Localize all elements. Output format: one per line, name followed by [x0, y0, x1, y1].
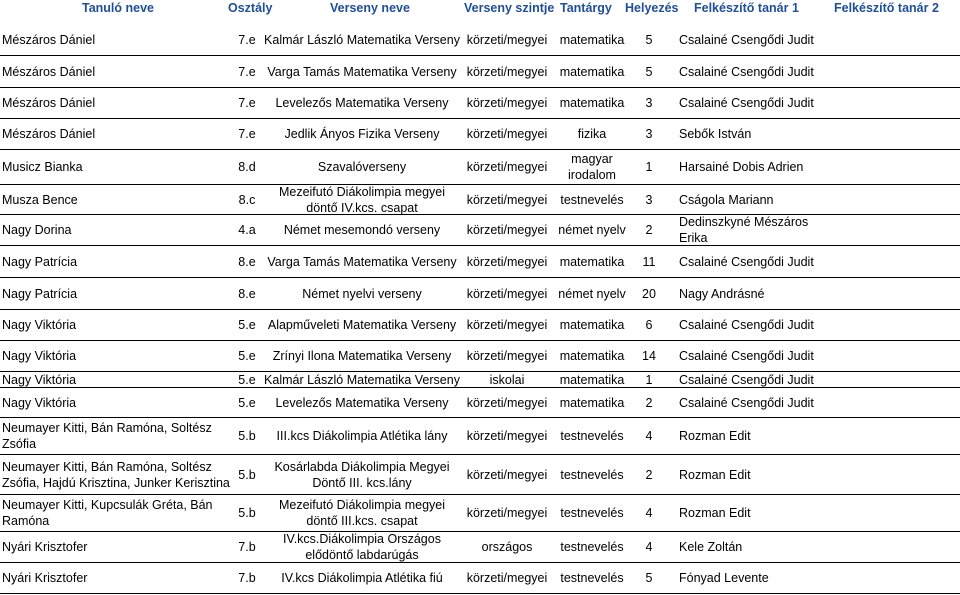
subject-cell: testnevelés — [560, 540, 624, 554]
contest-level-cell: körzeti/megyei — [466, 571, 548, 585]
contest-level-cell: körzeti/megyei — [466, 254, 548, 269]
class-cell: 5.e — [238, 349, 256, 363]
table-row — [0, 310, 960, 341]
table-row — [0, 532, 960, 563]
class-cell: 5.b — [238, 467, 256, 482]
student-name-cell: Nyári Krisztofer — [2, 540, 88, 554]
placement-cell: 20 — [642, 286, 656, 301]
table-header — [0, 0, 960, 18]
teacher-1-cell: Rozman Edit — [679, 467, 751, 482]
table-row — [0, 341, 960, 372]
student-name-cell: Neumayer Kitti, Bán Ramóna, Soltész Zsófia — [2, 421, 212, 451]
student-name-cell: Nagy Viktória — [2, 318, 77, 332]
contest-level-cell: körzeti/megyei — [466, 192, 548, 207]
subject-cell: fizika — [577, 127, 607, 141]
class-cell: 7.b — [238, 540, 256, 554]
table-row — [0, 455, 960, 495]
placement-cell: 2 — [645, 223, 653, 237]
header-teacher-2: Felkészítő tanár 2 — [834, 1, 939, 15]
header-contest-level: Verseny szintje — [464, 1, 555, 15]
header-teacher-1: Felkészítő tanár 1 — [694, 1, 799, 15]
contest-name-cell: Varga Tamás Matematika Verseny — [267, 254, 457, 269]
class-cell: 8.e — [238, 254, 256, 269]
subject-cell: testnevelés — [560, 467, 624, 482]
teacher-1-cell: Csalainé Csengődi Judit — [679, 372, 814, 387]
teacher-1-cell: Csalainé Csengődi Judit — [679, 318, 814, 332]
header-subject: Tantárgy — [560, 1, 612, 15]
teacher-1-cell: Rozman Edit — [679, 429, 751, 443]
table-row — [0, 150, 960, 185]
header-placement: Helyezés — [625, 1, 679, 15]
class-cell: 7.e — [238, 127, 256, 141]
contest-level-cell: körzeti/megyei — [466, 349, 548, 363]
student-name-cell: Nagy Viktória — [2, 349, 77, 363]
placement-cell: 5 — [645, 33, 653, 47]
teacher-1-cell: Csalainé Csengődi Judit — [679, 395, 814, 410]
class-cell: 8.c — [238, 192, 256, 207]
subject-cell: matematika — [559, 33, 625, 47]
contest-name-cell: Levelezős Matematika Verseny — [275, 96, 449, 110]
teacher-1-cell: Fónyad Levente — [679, 571, 769, 585]
class-cell: 5.e — [238, 372, 256, 387]
contest-name-cell: Zrínyi Ilona Matematika Verseny — [272, 349, 452, 363]
student-name-cell: Mészáros Dániel — [2, 33, 96, 47]
student-name-cell: Mészáros Dániel — [2, 127, 96, 141]
contest-level-cell: körzeti/megyei — [466, 127, 548, 141]
placement-cell: 2 — [645, 395, 653, 410]
table-row — [0, 25, 960, 56]
class-cell: 8.e — [238, 286, 256, 301]
placement-cell: 11 — [642, 254, 656, 269]
contest-level-cell: körzeti/megyei — [466, 33, 548, 47]
teacher-1-cell: Rozman Edit — [679, 506, 751, 520]
table-row — [0, 372, 960, 388]
table-row — [0, 495, 960, 532]
contest-level-cell: körzeti/megyei — [466, 96, 548, 110]
student-name-cell: Nagy Patrícia — [2, 254, 78, 269]
table-row — [0, 119, 960, 150]
teacher-1-cell: Cságola Mariann — [679, 192, 774, 207]
contest-level-cell: országos — [481, 540, 533, 554]
contest-name-cell: Szavalóverseny — [317, 160, 407, 174]
student-name-cell: Nagy Viktória — [2, 372, 77, 387]
student-name-cell: Musicz Bianka — [2, 160, 83, 174]
class-cell: 7.b — [238, 571, 256, 585]
class-cell: 5.b — [238, 429, 256, 443]
class-cell: 8.d — [238, 160, 256, 174]
contest-name-cell: Kalmár László Matematika Verseny — [264, 372, 460, 387]
student-name-cell: Neumayer Kitti, Bán Ramóna, Soltész Zsófia, Hajdú Krisztina, Junker Kerisztina — [2, 459, 230, 490]
placement-cell: 4 — [645, 506, 653, 520]
header-contest-name: Verseny neve — [330, 1, 410, 15]
header-class: Osztály — [228, 1, 273, 15]
class-cell: 7.e — [238, 33, 256, 47]
contest-name-cell: IV.kcs Diákolimpia Atlétika fiú — [281, 571, 443, 585]
subject-cell: német nyelv — [558, 223, 626, 237]
placement-cell: 4 — [645, 429, 653, 443]
placement-cell: 3 — [645, 192, 653, 207]
teacher-1-cell: Csalainé Csengődi Judit — [679, 33, 814, 47]
student-name-cell: Nagy Dorina — [2, 223, 72, 237]
subject-cell: testnevelés — [560, 571, 624, 585]
table-row — [0, 246, 960, 278]
contest-level-cell: körzeti/megyei — [466, 64, 548, 79]
contest-level-cell: körzeti/megyei — [466, 395, 548, 410]
subject-cell: testnevelés — [560, 506, 624, 520]
subject-cell: matematika — [559, 349, 625, 363]
contest-level-cell: körzeti/megyei — [466, 223, 548, 237]
subject-cell: matematika — [559, 318, 625, 332]
teacher-1-cell: Csalainé Csengődi Judit — [679, 349, 814, 363]
subject-cell: matematika — [559, 254, 625, 269]
header-student-name: Tanuló neve — [82, 1, 155, 15]
contest-level-cell: körzeti/megyei — [466, 286, 548, 301]
teacher-1-cell: Dedinszkyné Mészáros Erika — [679, 215, 809, 245]
placement-cell: 5 — [645, 571, 653, 585]
placement-cell: 3 — [645, 127, 653, 141]
student-name-cell: Nyári Krisztofer — [2, 571, 88, 585]
placement-cell: 6 — [645, 318, 653, 332]
placement-cell: 4 — [645, 540, 653, 554]
contest-name-cell: Német mesemondó verseny — [283, 223, 441, 237]
contest-level-cell: iskolai — [489, 372, 525, 387]
teacher-1-cell: Harsainé Dobis Adrien — [679, 160, 804, 174]
teacher-1-cell: Csalainé Csengődi Judit — [679, 96, 814, 110]
class-cell: 4.a — [238, 223, 256, 237]
teacher-1-cell: Sebők István — [679, 127, 752, 141]
contest-level-cell: körzeti/megyei — [466, 429, 548, 443]
table-row — [0, 88, 960, 119]
contest-name-cell: Mezeifutó Diákolimpia megyei döntő IV.kcs. csapat — [278, 184, 446, 215]
contest-name-cell: Varga Tamás Matematika Verseny — [267, 64, 457, 79]
contest-level-cell: körzeti/megyei — [466, 160, 548, 174]
subject-cell: matematika — [559, 64, 625, 79]
table-row — [0, 388, 960, 418]
table-row — [0, 56, 960, 88]
table-row — [0, 215, 960, 246]
student-name-cell: Nagy Patrícia — [2, 286, 78, 301]
subject-cell: magyar irodalom — [568, 152, 616, 182]
contest-name-cell: Kosárlabda Diákolimpia Megyei Döntő III. kcs.lány — [274, 459, 450, 490]
placement-cell: 14 — [642, 349, 656, 363]
student-name-cell: Nagy Viktória — [2, 395, 77, 410]
contest-name-cell: Jedlik Ányos Fizika Verseny — [284, 127, 440, 141]
class-cell: 7.e — [238, 96, 256, 110]
contest-name-cell: Kalmár László Matematika Verseny — [264, 33, 460, 47]
teacher-1-cell: Nagy Andrásné — [679, 286, 765, 301]
placement-cell: 2 — [645, 467, 653, 482]
student-name-cell: Neumayer Kitti, Kupcsulák Gréta, Bán Ramóna — [2, 498, 213, 528]
contest-name-cell: Alapműveleti Matematika Verseny — [267, 318, 457, 332]
contest-level-cell: körzeti/megyei — [466, 467, 548, 482]
contest-name-cell: IV.kcs.Diákolimpia Országos elődöntő labdarúgás — [283, 532, 441, 562]
class-cell: 5.b — [238, 506, 256, 520]
contest-level-cell: körzeti/megyei — [466, 506, 548, 520]
teacher-1-cell: Csalainé Csengődi Judit — [679, 254, 814, 269]
student-name-cell: Musza Bence — [2, 192, 78, 207]
table-row — [0, 563, 960, 594]
table-row — [0, 185, 960, 215]
class-cell: 5.e — [238, 318, 256, 332]
contest-name-cell: Levelezős Matematika Verseny — [275, 395, 449, 410]
table-row — [0, 418, 960, 455]
subject-cell: matematika — [559, 96, 625, 110]
student-name-cell: Mészáros Dániel — [2, 64, 96, 79]
class-cell: 7.e — [238, 64, 256, 79]
subject-cell: matematika — [559, 395, 625, 410]
subject-cell: testnevelés — [560, 192, 624, 207]
placement-cell: 5 — [645, 64, 653, 79]
contest-level-cell: körzeti/megyei — [466, 318, 548, 332]
teacher-1-cell: Kele Zoltán — [679, 540, 743, 554]
table-row — [0, 278, 960, 310]
placement-cell: 3 — [645, 96, 653, 110]
subject-cell: testnevelés — [560, 429, 624, 443]
contest-name-cell: Mezeifutó Diákolimpia megyei döntő III.kcs. csapat — [278, 498, 446, 528]
subject-cell: matematika — [559, 372, 625, 387]
subject-cell: német nyelv — [558, 286, 626, 301]
teacher-1-cell: Csalainé Csengődi Judit — [679, 64, 814, 79]
student-name-cell: Mészáros Dániel — [2, 96, 96, 110]
contest-name-cell: Német nyelvi verseny — [302, 286, 422, 301]
placement-cell: 1 — [645, 372, 653, 387]
placement-cell: 1 — [645, 160, 653, 174]
class-cell: 5.e — [238, 395, 256, 410]
contest-name-cell: III.kcs Diákolimpia Atlétika lány — [276, 429, 448, 443]
